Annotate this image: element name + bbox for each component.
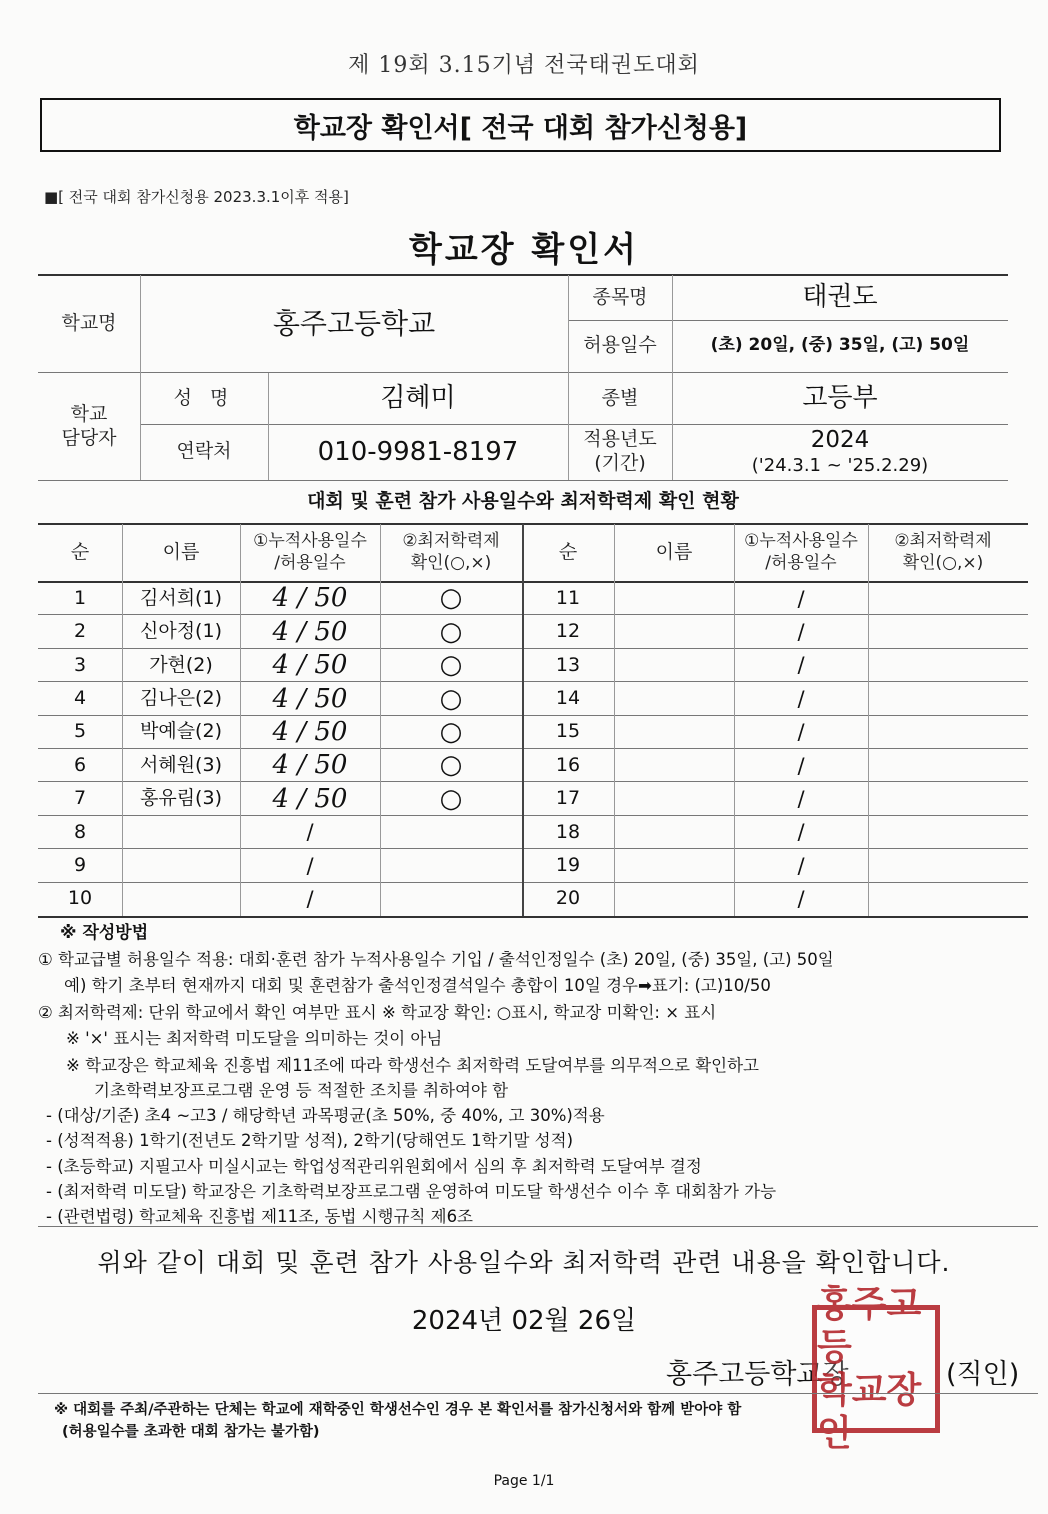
method-line: ② 최저학력제: 단위 학교에서 확인 여부만 표시 ※ 학교장 확인: ○표시, 학교장 미확인: × 표시 bbox=[38, 1003, 717, 1022]
row-number: 12 bbox=[555, 620, 581, 643]
days-used: / bbox=[797, 619, 805, 644]
method-title: ※ 작성방법 bbox=[60, 923, 149, 943]
row-number: 8 bbox=[73, 820, 87, 843]
row-number: 9 bbox=[73, 854, 87, 876]
min-academic-check: ○ bbox=[439, 616, 463, 647]
confirmation-statement: 위와 같이 대회 및 훈련 참가 사용일수와 최저학력 관련 내용을 확인합니다. bbox=[97, 1248, 951, 1277]
manager-label: 학교 담당자 bbox=[61, 402, 117, 449]
contact-value: 010-9981-8197 bbox=[317, 436, 519, 467]
days-used: / bbox=[306, 820, 314, 845]
confirmation-date: 2024년 02월 26일 bbox=[411, 1306, 637, 1336]
method-line: - (초등학교) 지필고사 미실시교는 학업성적관리위원회에서 심의 후 최저학력 도달여부 결정 bbox=[46, 1157, 702, 1176]
min-academic-check bbox=[868, 615, 1018, 648]
student-name bbox=[614, 682, 734, 715]
student-name: 신아정(1) bbox=[140, 620, 222, 643]
min-academic-check: ○ bbox=[439, 650, 463, 681]
sport-value: 태권도 bbox=[802, 282, 878, 313]
period-value: ('24.3.1 ~ '25.2.29) bbox=[751, 455, 929, 477]
col-name-header: 이름 bbox=[655, 540, 693, 563]
row-number: 3 bbox=[73, 653, 87, 676]
min-academic-check bbox=[868, 883, 1018, 916]
allowed-days-value: (초) 20일, (중) 35일, (고) 50일 bbox=[710, 335, 970, 356]
days-used: 4 / 50 bbox=[272, 717, 348, 748]
col-check-header: ②최저학력제 확인(○,×) bbox=[402, 531, 500, 573]
method-line: ① 학교급별 허용일수 적용: 대회·훈련 참가 누적사용일수 기입 / 출석인정일수 (초) 20일, (중) 35일, (고) 50일 bbox=[38, 950, 834, 969]
row-number: 18 bbox=[555, 820, 581, 843]
student-name: 김서희(1) bbox=[140, 586, 222, 609]
year-cell bbox=[672, 424, 1008, 480]
min-academic-check: ○ bbox=[439, 717, 463, 748]
method-line: 예) 학기 초부터 현재까지 대회 및 훈련참가 출석인정결석일수 총합이 10일 경우➡표기: (고)10/50 bbox=[64, 976, 771, 995]
days-used: 4 / 50 bbox=[272, 683, 348, 714]
min-academic-check bbox=[868, 849, 1018, 882]
min-academic-check bbox=[868, 749, 1018, 782]
student-name bbox=[614, 849, 734, 882]
method-line: - (대상/기준) 초4 ~고3 / 해당학년 과목평균(초 50%, 중 40%, 고 30%)적용 bbox=[46, 1106, 605, 1125]
row-number: 17 bbox=[555, 787, 581, 810]
student-name: 박예슬(2) bbox=[140, 720, 222, 743]
row-number: 1 bbox=[73, 586, 87, 609]
page-number: Page 1/1 bbox=[493, 1473, 555, 1489]
min-academic-check: ○ bbox=[439, 683, 463, 714]
method-line: - (관련법령) 학교체육 진흥법 제11조, 동법 시행규칙 제6조 bbox=[46, 1207, 473, 1226]
event-name: 제 19회 3.15기념 전국태권도대회 bbox=[348, 53, 700, 78]
col-name-header: 이름 bbox=[162, 540, 200, 563]
row-number: 6 bbox=[73, 753, 87, 776]
footer-note: ※ 대회를 주최/주관하는 단체는 학교에 재학중인 학생선수인 경우 본 확인서를 참가신청서와 함께 받아야 함 bbox=[54, 1402, 742, 1418]
days-used: / bbox=[797, 753, 805, 778]
min-academic-check: ○ bbox=[439, 583, 463, 614]
school-name-label: 학교명 bbox=[61, 311, 117, 334]
school-name-value: 홍주고등학교 bbox=[272, 307, 436, 340]
col-no-header: 순 bbox=[70, 540, 90, 563]
table-caption: 대회 및 훈련 참가 사용일수와 최저학력제 확인 현황 bbox=[307, 490, 739, 513]
min-academic-check bbox=[868, 582, 1018, 615]
method-line: ※ 학교장은 학교체육 진흥법 제11조에 따라 학생선수 최저학력 도달여부를 의무적으로 확인하고 bbox=[66, 1056, 759, 1075]
row-number: 19 bbox=[555, 854, 581, 876]
days-used: / bbox=[797, 853, 805, 878]
days-used: / bbox=[797, 653, 805, 678]
seal-label: (직인) bbox=[946, 1359, 1020, 1390]
row-number: 2 bbox=[73, 620, 87, 643]
days-used: 4 / 50 bbox=[272, 616, 348, 647]
document-title-box: 학교장 확인서[ 전국 대회 참가신청용] bbox=[40, 98, 1001, 152]
days-used: / bbox=[306, 853, 314, 878]
min-academic-check bbox=[868, 816, 1018, 849]
row-number: 15 bbox=[555, 720, 581, 743]
row-number: 5 bbox=[73, 720, 87, 743]
days-used: / bbox=[797, 586, 805, 611]
min-academic-check: ○ bbox=[439, 783, 463, 814]
sport-label: 종목명 bbox=[592, 285, 648, 308]
student-name bbox=[122, 883, 240, 916]
student-name bbox=[122, 816, 240, 849]
applied-note: ■[ 전국 대회 참가신청용 2023.3.1이후 적용] bbox=[44, 188, 349, 206]
col-no-header: 순 bbox=[558, 540, 578, 563]
student-name bbox=[614, 649, 734, 682]
min-academic-check: ○ bbox=[439, 750, 463, 781]
manager-name-value: 김혜미 bbox=[380, 383, 456, 414]
student-name bbox=[122, 849, 240, 882]
student-name: 김나은(2) bbox=[140, 687, 222, 709]
days-used: 4 / 50 bbox=[272, 783, 348, 814]
days-used: / bbox=[797, 887, 805, 912]
min-academic-check bbox=[868, 649, 1018, 682]
page-title: 학교장 확인서 bbox=[409, 230, 639, 270]
row-number: 10 bbox=[67, 887, 93, 910]
col-check-header: ②최저학력제 확인(○,×) bbox=[894, 531, 992, 573]
days-used: / bbox=[797, 786, 805, 811]
min-academic-check bbox=[380, 816, 522, 849]
days-used: / bbox=[306, 887, 314, 912]
method-line: ※ '×' 표시는 최저학력 미도달을 의미하는 것이 아님 bbox=[66, 1029, 443, 1048]
footer-note: (허용일수를 초과한 대회 참가는 불가함) bbox=[62, 1424, 320, 1440]
method-line: 기초학력보장프로그램 운영 등 적절한 조치를 취하여야 함 bbox=[94, 1081, 509, 1100]
row-number: 11 bbox=[555, 586, 581, 609]
year-value: 2024 bbox=[810, 427, 870, 454]
contact-label: 연락처 bbox=[176, 440, 232, 463]
min-academic-check bbox=[868, 782, 1018, 815]
row-number: 13 bbox=[555, 653, 581, 676]
days-used: 4 / 50 bbox=[272, 750, 348, 781]
year-label: 적용년도 (기간) bbox=[583, 428, 657, 474]
min-academic-check bbox=[380, 849, 522, 882]
student-name bbox=[614, 816, 734, 849]
division-label: 종별 bbox=[601, 386, 639, 409]
student-name bbox=[614, 615, 734, 648]
student-name bbox=[614, 782, 734, 815]
days-used: / bbox=[797, 686, 805, 711]
allowed-days-label: 허용일수 bbox=[583, 334, 657, 357]
col-days-header: ①누적사용일수 /허용일수 bbox=[744, 531, 858, 573]
student-name: 서혜원(3) bbox=[140, 753, 222, 776]
student-name: 홍유림(3) bbox=[140, 787, 222, 810]
days-used: / bbox=[797, 720, 805, 745]
days-used: 4 / 50 bbox=[272, 583, 348, 614]
method-line: - (최저학력 미도달) 학교장은 기초학력보장프로그램 운영하여 미도달 학생선수 이수 후 대회참가 가능 bbox=[46, 1182, 777, 1201]
student-name: 가현(2) bbox=[149, 653, 213, 676]
min-academic-check bbox=[868, 716, 1018, 749]
method-line: - (성적적용) 1학기(전년도 2학기말 성적), 2학기(당해연도 1학기말 성적) bbox=[46, 1131, 574, 1150]
student-name bbox=[614, 582, 734, 615]
row-number: 7 bbox=[73, 787, 87, 810]
days-used: / bbox=[797, 820, 805, 845]
row-number: 20 bbox=[555, 887, 581, 910]
student-name bbox=[614, 749, 734, 782]
division-value: 고등부 bbox=[802, 383, 878, 414]
min-academic-check bbox=[380, 883, 522, 916]
row-number: 14 bbox=[555, 687, 581, 709]
name-label: 성 명 bbox=[173, 386, 235, 409]
student-name bbox=[614, 716, 734, 749]
principal-title: 홍주고등학교장 bbox=[666, 1359, 849, 1390]
min-academic-check bbox=[868, 682, 1018, 715]
row-number: 4 bbox=[73, 687, 87, 709]
official-seal-stamp: 홍주고등 학교장인 bbox=[812, 1305, 940, 1433]
student-name bbox=[614, 883, 734, 916]
row-number: 16 bbox=[555, 753, 581, 776]
days-used: 4 / 50 bbox=[272, 650, 348, 681]
col-days-header: ①누적사용일수 /허용일수 bbox=[253, 531, 367, 573]
